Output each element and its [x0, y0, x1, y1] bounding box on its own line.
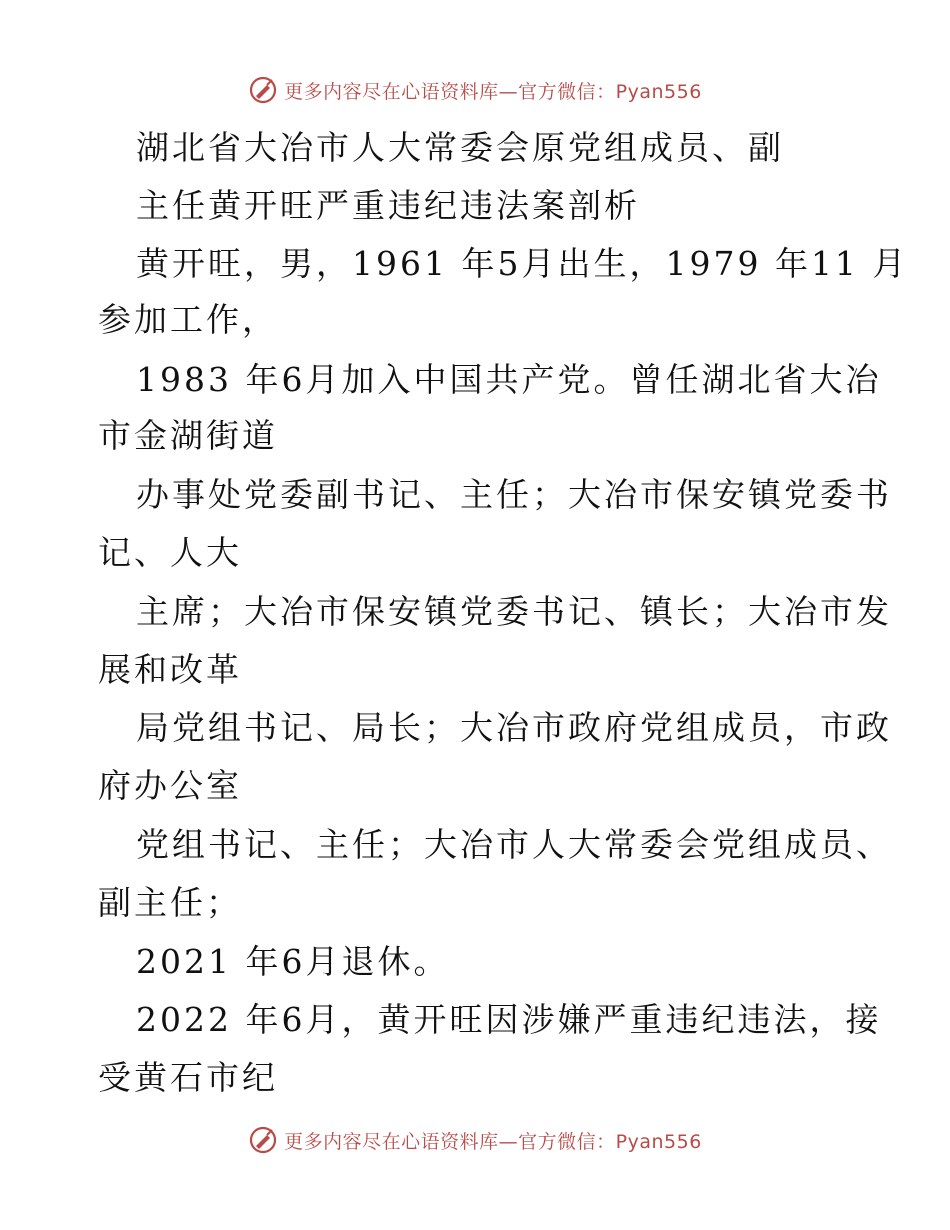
paragraph-line: 黄开旺，男，1961 年5月出生，1979 年11 月: [136, 244, 909, 283]
quill-logo-icon: [248, 75, 278, 105]
paragraph-line: 参加工作，: [98, 300, 278, 339]
paragraph-line: 记、人大: [98, 533, 242, 572]
document-title-line-2: 主任黄开旺严重违纪违法案剖析: [136, 186, 640, 225]
header-watermark-text: 更多内容尽在心语资料库—官方微信：Pyan556: [284, 80, 702, 103]
footer-watermark: [0, 1120, 950, 1160]
footer-watermark-text: 更多内容尽在心语资料库—官方微信：Pyan556: [284, 1130, 702, 1153]
paragraph-line: 副主任；: [98, 883, 242, 922]
paragraph-line: 1983 年6月加入中国共产党。曾任湖北省大冶: [136, 360, 882, 399]
paragraph-line: 党组书记、主任；大冶市人大常委会党组成员、: [136, 825, 892, 864]
paragraph-line: 府办公室: [98, 766, 242, 805]
paragraph-line: 市金湖街道: [98, 416, 278, 455]
paragraph-line: 受黄石市纪: [98, 1058, 278, 1097]
paragraph-line: 2022 年6月，黄开旺因涉嫌严重违纪违法，接: [136, 1000, 882, 1039]
paragraph-line: 2021 年6月退休。: [136, 942, 450, 981]
header-watermark: [0, 70, 950, 110]
document-title-line-1: 湖北省大冶市人大常委会原党组成员、副: [136, 128, 784, 167]
paragraph-line: 主席；大冶市保安镇党委书记、镇长；大冶市发: [136, 592, 892, 631]
paragraph-line: 展和改革: [98, 650, 242, 689]
quill-logo-icon: [248, 1125, 278, 1155]
paragraph-line: 办事处党委副书记、主任；大冶市保安镇党委书: [136, 475, 892, 514]
paragraph-line: 局党组书记、局长；大冶市政府党组成员，市政: [136, 708, 892, 747]
